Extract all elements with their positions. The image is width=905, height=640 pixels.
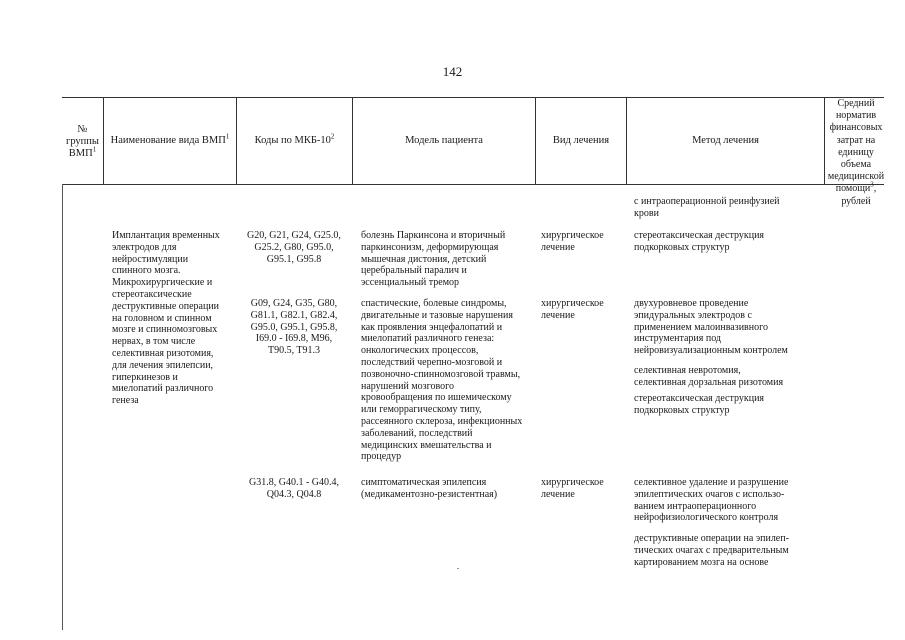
row1-codes: G20, G21, G24, G25.0, G25.2, G80, G95.0, G95.1, G95.8 bbox=[247, 230, 341, 265]
row2-treatment-method-b: селективная невротомия, селективная дорзальная ризотомия bbox=[634, 365, 784, 388]
table-header-bottom-border bbox=[62, 184, 884, 185]
table-top-border bbox=[62, 97, 884, 98]
header-vmp-name: Наименование вида ВМП$^1$ bbox=[110, 132, 230, 146]
left-edge-line bbox=[62, 184, 63, 630]
row2-codes: G09, G24, G35, G80, G81.1, G82.1, G82.4, G95.0, G95.1, G95.8, I69.0 - I69.8, M96, T90.5, T91.3 bbox=[250, 298, 338, 357]
header-icd-codes: Коды по МКБ-$10^2$ bbox=[254, 132, 335, 146]
row2-patient-model: спастические, болевые синдромы, двигательные и тазовые нарушения как проявления энцефалопатий и миелопатий различного генеза: онкологических процессов, последствий черепно-мозговой и позвоночно-спинномозговой травмы, нарушений мозгового кровообращения по ишемическому или геморрагическому типу, рассеянного склероза, инфекционных заболеваний, последствий медицинских вмешательства и процедур bbox=[361, 298, 523, 463]
row3-treatment-type: хирургическое лечение bbox=[541, 477, 604, 500]
row3-patient-model: симптоматическая эпилепсия (медикаментозно-резистентная) bbox=[361, 477, 498, 500]
page-number: 142 bbox=[442, 64, 463, 79]
continuation-method: с интраоперационной реинфузией крови bbox=[634, 196, 780, 219]
row1-patient-model: болезнь Паркинсона и вторичный паркинсонизм, деформирующая мышечная дистония, детский церебральный паралич и эссенциальный тремор bbox=[361, 230, 506, 289]
row2-treatment-method-c: стереотаксическая деструкция подкорковых структур bbox=[634, 393, 765, 416]
header-treatment-type: Вид лечения bbox=[552, 135, 610, 146]
row2-treatment-method-a: двухуровневое проведение эпидуральных электродов с применением малоинвазивного инструментария под нейровизуализационным контролем bbox=[634, 298, 788, 357]
vmp-name-cell: Имплантация временных электродов для нейростимуляции спинного мозга. Микрохирургические и стереотаксические деструктивные операции на головном и спинном мозге и спинномозговых нервах, в том числе селективная ризотомия, для лечения эпилепсии, гиперкинезов и миелопатий различного генеза bbox=[112, 230, 220, 407]
scan-speck bbox=[457, 568, 459, 569]
header-average-cost: Средний норматив финансовых затрат на единицу объема медицинской помощи$^3$, рублей bbox=[827, 98, 885, 207]
row3-treatment-method-b: деструктивные операции на эпилеп- тических очагах с предварительным картированием мозга на основе bbox=[634, 533, 789, 568]
header-treatment-method: Метод лечения bbox=[692, 135, 759, 146]
row3-codes: G31.8, G40.1 - G40.4, Q04.3, Q04.8 bbox=[249, 477, 339, 500]
row2-treatment-type: хирургическое лечение bbox=[541, 298, 604, 321]
row3-treatment-method-a: селективное удаление и разрушение эпилептических очагов с использо- ванием интраоперационного нейрофизиологического контроля bbox=[634, 477, 789, 524]
header-group-number: № группы ВМП$^1$ bbox=[66, 124, 99, 159]
row1-treatment-method: стереотаксическая деструкция подкорковых структур bbox=[634, 230, 765, 253]
row1-treatment-type: хирургическое лечение bbox=[541, 230, 604, 253]
header-patient-model: Модель пациента bbox=[405, 135, 483, 146]
